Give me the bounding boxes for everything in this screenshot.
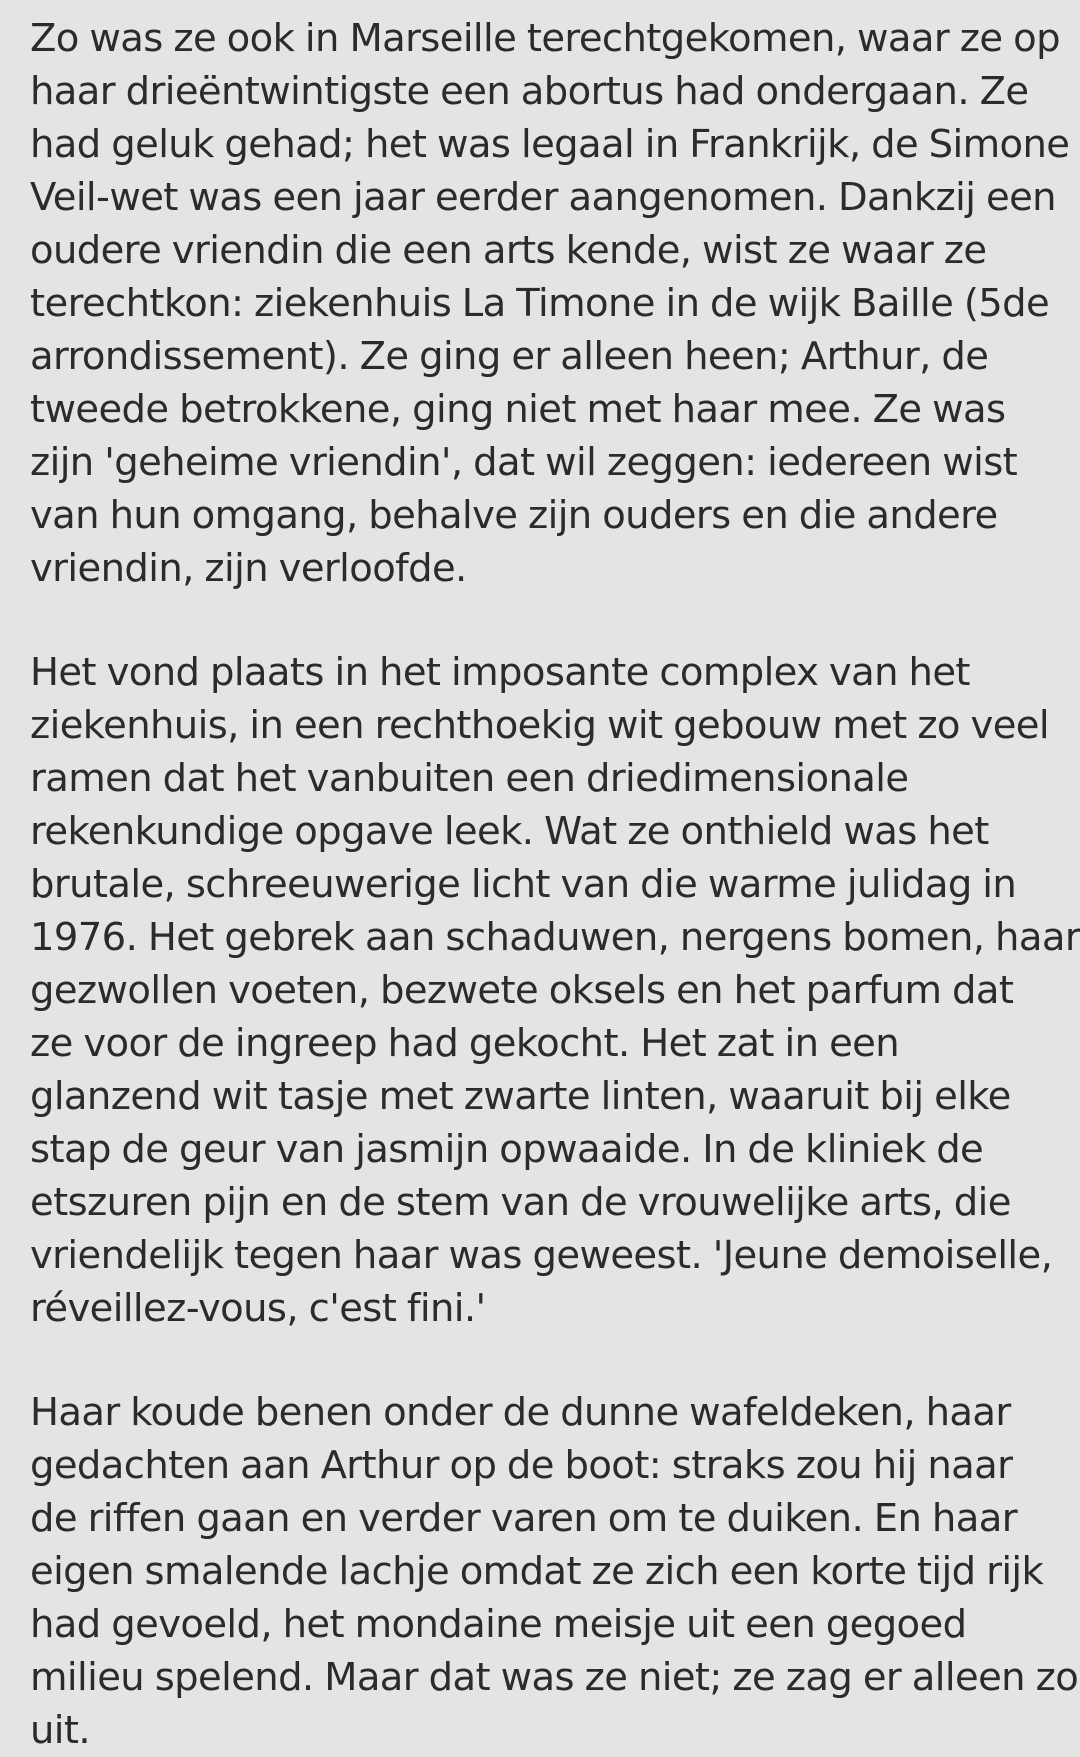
text-line: gezwollen voeten, bezwete oksels en het parfum dat <box>30 968 1014 1013</box>
text-line: gedachten aan Arthur op de boot: straks zou hij naar <box>30 1443 1013 1488</box>
text-line: stap de geur van jasmijn opwaaide. In de kliniek de <box>30 1127 984 1172</box>
text-line: arrondissement). Ze ging er alleen heen; Arthur, de <box>30 334 989 379</box>
text-line: tweede betrokkene, ging niet met haar mee. Ze was <box>30 387 1006 432</box>
text-line: Veil-wet was een jaar eerder aangenomen. Dankzij een <box>30 175 1056 220</box>
text-line: de riffen gaan en verder varen om te duiken. En haar <box>30 1496 1017 1541</box>
text-line: had gevoeld, het mondaine meisje uit een gegoed <box>30 1602 967 1647</box>
paragraph-2 <box>30 646 1080 1335</box>
text-line: van hun omgang, behalve zijn ouders en die andere <box>30 493 998 538</box>
text-line: Haar koude benen onder de dunne wafeldeken, haar <box>30 1390 1011 1435</box>
text-line: etszuren pijn en de stem van de vrouwelijke arts, die <box>30 1180 1011 1225</box>
text-line: Het vond plaats in het imposante complex van het <box>30 650 970 695</box>
text-line: oudere vriendin die een arts kende, wist ze waar ze <box>30 228 987 273</box>
text-line: milieu spelend. Maar dat was ze niet; ze zag er alleen zo <box>30 1655 1079 1700</box>
text-line: uit. <box>30 1708 91 1753</box>
text-line: brutale, schreeuwerige licht van die warme julidag in <box>30 862 1017 907</box>
text-line: ze voor de ingreep had gekocht. Het zat in een <box>30 1021 900 1066</box>
text-line: had geluk gehad; het was legaal in Frankrijk, de Simone <box>30 122 1070 167</box>
paragraph-3 <box>30 1386 1078 1757</box>
text-line: ramen dat het vanbuiten een driedimensionale <box>30 756 909 801</box>
text-line: Zo was ze ook in Marseille terechtgekomen, waar ze op <box>30 16 1060 61</box>
text-line: réveillez-vous, c'est fini.' <box>30 1286 486 1331</box>
text-line: eigen smalende lachje omdat ze zich een korte tijd rijk <box>30 1549 1044 1594</box>
text-line: haar drieëntwintigste een abortus had ondergaan. Ze <box>30 69 1029 114</box>
paragraph-1 <box>30 12 1069 595</box>
text-line: terechtkon: ziekenhuis La Timone in de wijk Baille (5de <box>30 281 1050 326</box>
text-line: 1976. Het gebrek aan schaduwen, nergens bomen, haar <box>30 915 1080 960</box>
text-line: zijn 'geheime vriendin', dat wil zeggen: iedereen wist <box>30 440 1018 485</box>
text-line: vriendelijk tegen haar was geweest. 'Jeune demoiselle, <box>30 1233 1053 1278</box>
text-line: glanzend wit tasje met zwarte linten, waaruit bij elke <box>30 1074 1011 1119</box>
text-line: ziekenhuis, in een rechthoekig wit gebouw met zo veel <box>30 703 1049 748</box>
text-line: vriendin, zijn verloofde. <box>30 546 467 591</box>
text-line: rekenkundige opgave leek. Wat ze onthield was het <box>30 809 989 854</box>
